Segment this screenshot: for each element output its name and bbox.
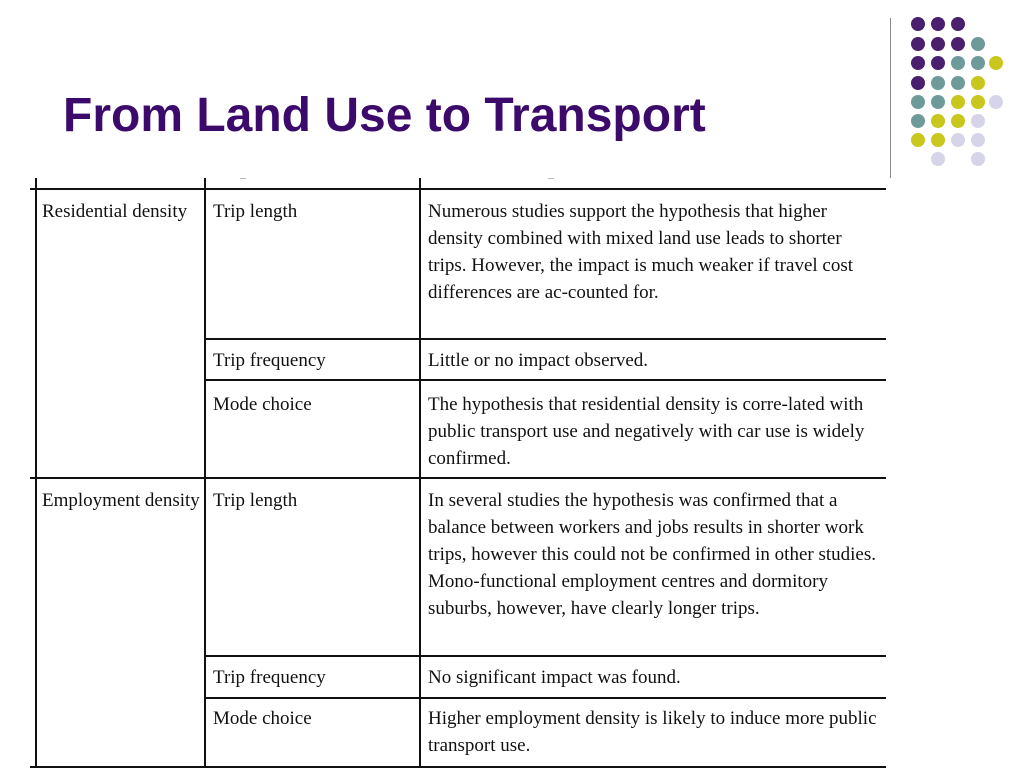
decor-dot <box>971 133 985 147</box>
decor-dot <box>951 114 965 128</box>
aspect-cell: Trip length <box>213 201 298 222</box>
decor-dot <box>931 152 945 166</box>
decor-dot <box>931 56 945 70</box>
decor-dot <box>951 95 965 109</box>
aspect-cell: Trip frequency <box>213 350 326 371</box>
finding-cell: No significant impact was found. <box>428 667 681 688</box>
decor-dot <box>989 56 1003 70</box>
finding-cell: The hypothesis that residential density is corre-lated with public transport use and negatively with car use is widely confirmed. <box>428 394 865 469</box>
finding-cell: Little or no impact observed. <box>428 350 649 371</box>
aspect-cell: Mode choice <box>213 394 312 415</box>
decor-dot <box>911 56 925 70</box>
decor-dot <box>911 114 925 128</box>
decor-dot <box>971 76 985 90</box>
decor-dot <box>971 152 985 166</box>
decor-dot <box>911 76 925 90</box>
table-column-rule <box>419 178 421 768</box>
cut-mark <box>548 178 554 182</box>
finding-cell: In several studies the hypothesis was confirmed that a balance between workers and jobs results in shorter work trips, however this could not be confirmed in other studies. Mono-functional employment centres and dormitory suburbs, however, have clearly longer trips. <box>428 490 876 619</box>
table-rule <box>204 697 886 699</box>
decor-dot <box>931 76 945 90</box>
decor-dot <box>931 95 945 109</box>
aspect-cell: Trip length <box>213 490 298 511</box>
table-rule <box>30 188 886 190</box>
finding-cell: Higher employment density is likely to induce more public transport use. <box>428 708 877 756</box>
aspect-cell: Mode choice <box>213 708 312 729</box>
decor-dot <box>951 133 965 147</box>
decor-dot <box>971 114 985 128</box>
table-rule <box>30 477 886 479</box>
decor-dot <box>931 114 945 128</box>
decor-dot <box>951 76 965 90</box>
decor-dot <box>951 17 965 31</box>
table-column-rule <box>35 178 37 768</box>
decor-dot <box>931 37 945 51</box>
aspect-cell: Trip frequency <box>213 667 326 688</box>
cut-mark <box>240 178 246 182</box>
decor-dot <box>951 56 965 70</box>
finding-cell: Numerous studies support the hypothesis that higher density combined with mixed land use leads to shorter trips. However, the impact is much weaker if travel cost differences are ac-counted for. <box>428 201 854 303</box>
table-cut-edge <box>30 178 886 188</box>
findings-table <box>30 178 886 778</box>
decor-dot <box>911 133 925 147</box>
table-rule <box>204 338 886 340</box>
decor-dot <box>911 37 925 51</box>
decor-dot <box>989 95 1003 109</box>
table-rule <box>204 655 886 657</box>
decor-dot <box>911 95 925 109</box>
decor-dot <box>951 37 965 51</box>
decor-dot <box>931 133 945 147</box>
decor-dot <box>931 17 945 31</box>
decor-dot <box>971 56 985 70</box>
factor-cell: Residential density <box>42 201 188 222</box>
table-rule <box>204 379 886 381</box>
table-column-rule <box>204 178 206 768</box>
decor-dot <box>971 37 985 51</box>
factor-cell: Employment density <box>42 490 200 511</box>
decorative-dots <box>0 0 1024 200</box>
decor-dot <box>911 17 925 31</box>
decor-dot <box>971 95 985 109</box>
slide-title: From Land Use to Transport <box>63 89 706 142</box>
